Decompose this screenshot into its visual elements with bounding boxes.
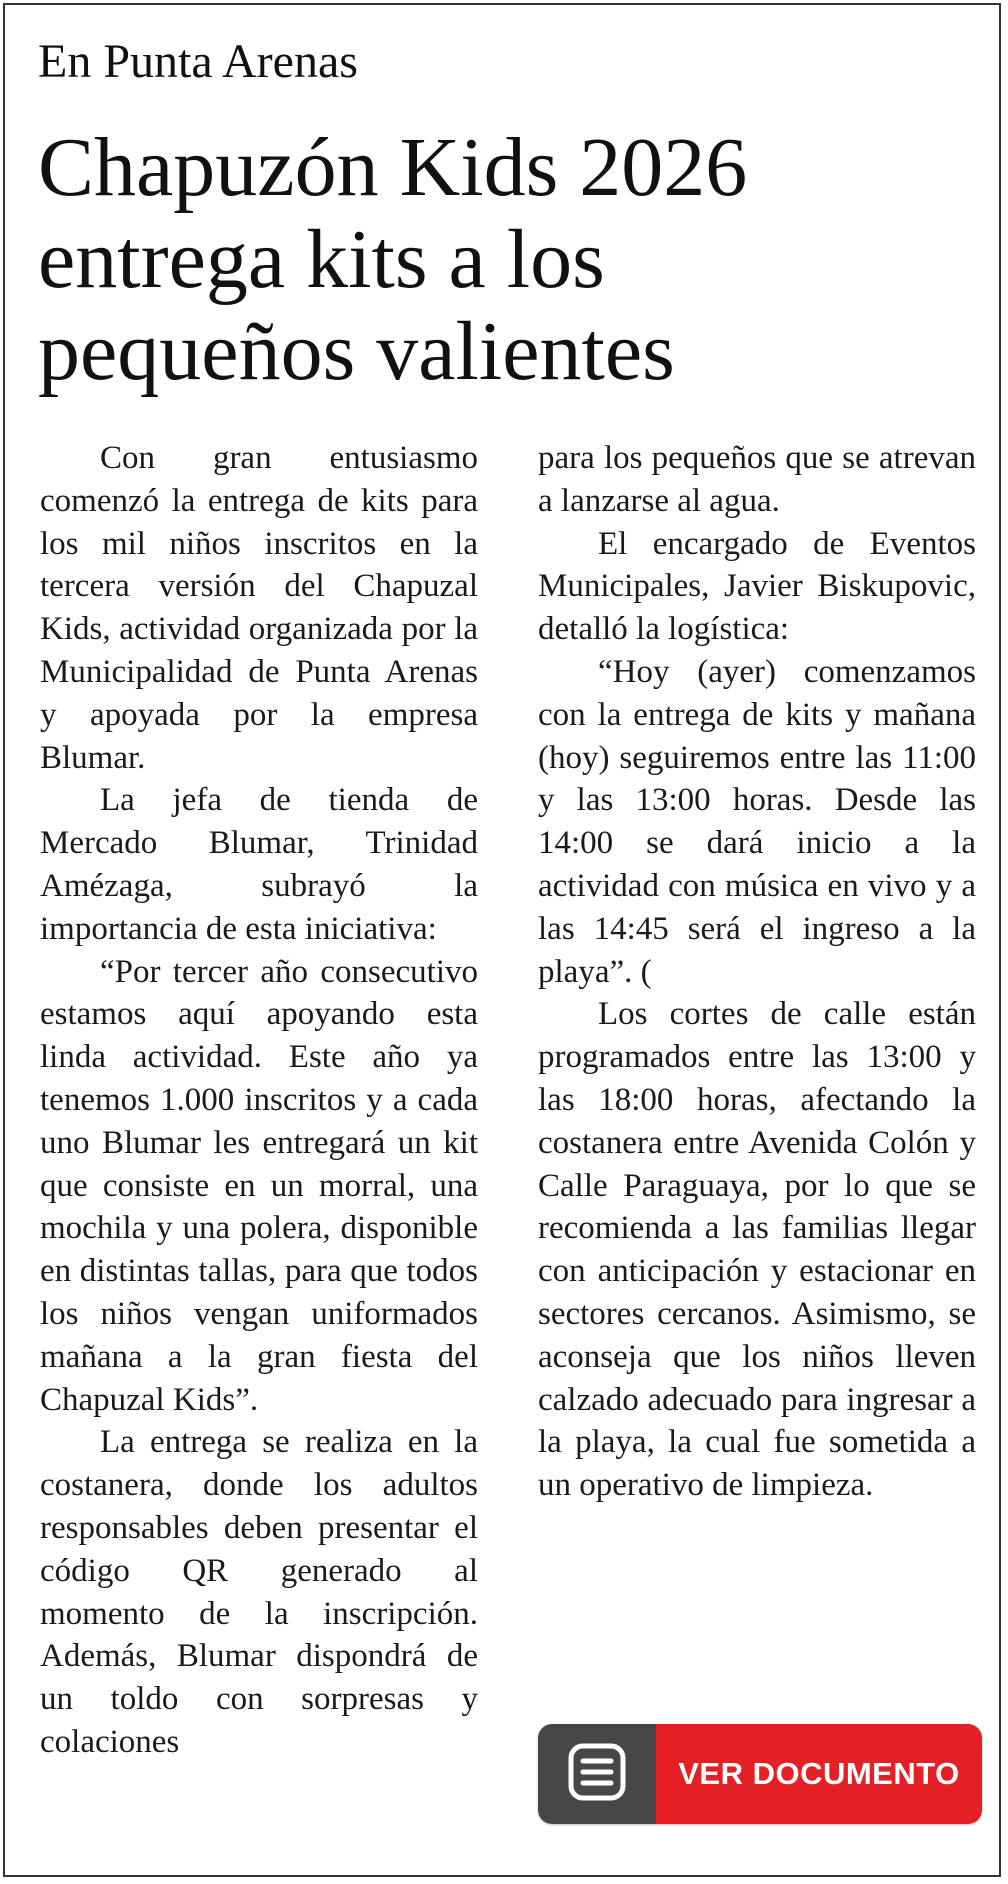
body-paragraph: “Por tercer año consecutivo estamos aquí apoyando esta linda actividad. Este año ya tenemos 1.000 inscritos y a cada uno Blumar les entregará un kit que consiste en un morral, una mochila y una polera, disponible en distintas tallas, para que todos los niños vengan uniformados mañana a la gran fiesta del Chapuzal Kids”.: [40, 953, 478, 1418]
document-icon-box: [538, 1724, 656, 1824]
body-paragraph: La entrega se realiza en la costanera, donde los adultos responsables deben presentar el código QR generado al momento de la inscripción. Además, Blumar dispondrá de un toldo con sorpresas y colaciones: [40, 1424, 478, 1760]
body-paragraph: Con gran entusiasmo comenzó la entrega de kits para los mil niños inscritos en la tercera versión del Chapuzal Kids, actividad organizada por la Municipalidad de Punta Arenas y apoyada por la empresa Blumar.: [40, 440, 478, 776]
article-headline: [38, 122, 958, 398]
document-lines-icon: [568, 1743, 626, 1806]
body-paragraph: Los cortes de calle están programados entre las 13:00 y las 18:00 horas, afectando la costanera entre Avenida Colón y Calle Paraguaya, por lo que se recomienda a las familias llegar con anticipación y estacionar en sectores cercanos. Asimismo, se aconseja que los niños lleven calzado adecuado para ingresar a la playa, la cual fue sometida a un operativo de limpieza.: [538, 996, 976, 1504]
view-document-label: VER DOCUMENTO: [678, 1756, 960, 1791]
view-document-label-box: [656, 1724, 982, 1824]
headline-line: entrega kits a los: [38, 213, 605, 306]
article-column-right: [538, 437, 976, 1507]
headline-line: Chapuzón Kids 2026: [38, 121, 748, 214]
headline-line: pequeños valientes: [38, 305, 675, 398]
body-paragraph: para los pequeños que se atrevan a lanzarse al agua.: [538, 440, 976, 519]
body-paragraph: El encargado de Eventos Municipales, Javier Biskupovic, detalló la logística:: [538, 525, 976, 648]
body-paragraph: “Hoy (ayer) comenzamos con la entrega de kits y mañana (hoy) seguiremos entre las 11:00 y las 13:00 horas. Desde las 14:00 se dará inicio a la actividad con música en vivo y a las 14:45 será el ingreso a la playa”. (: [538, 653, 976, 990]
body-paragraph: La jefa de tienda de Mercado Blumar, Trinidad Amézaga, subrayó la importancia de esta iniciativa:: [40, 782, 478, 947]
view-document-button[interactable]: [538, 1724, 982, 1824]
article-kicker: En Punta Arenas: [38, 35, 358, 88]
article-column-left: [40, 437, 478, 1764]
